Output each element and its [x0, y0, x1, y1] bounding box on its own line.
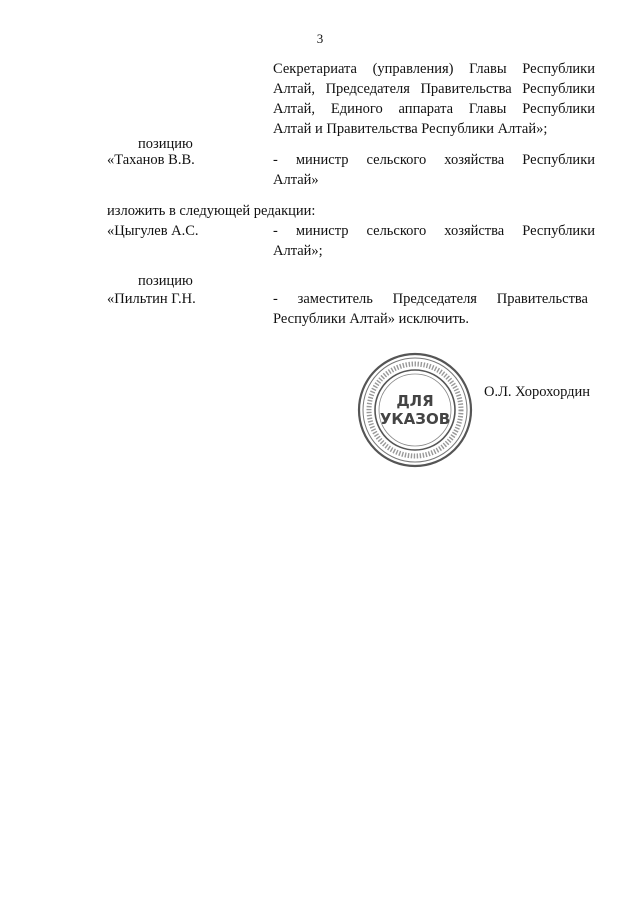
official-stamp — [356, 351, 474, 469]
person-name-2: «Цыгулев А.С. — [107, 223, 199, 239]
position-desc-2a: - министр сельского хозяйства Республики — [273, 223, 595, 239]
position-desc-2b: Алтай»; — [273, 243, 323, 259]
instruction-label: изложить в следующей редакции: — [107, 203, 316, 219]
person-name-3: «Пильтин Г.Н. — [107, 291, 196, 307]
continuation-line-3: Алтай, Единого аппарата Главы Республики — [273, 101, 595, 117]
stamp-text-1: ДЛЯ — [396, 392, 434, 410]
position-desc-3b: Республики Алтай» исключить. — [273, 311, 470, 327]
person-name-1: «Таханов В.В. — [107, 152, 195, 168]
position-desc-1a: - министр сельского хозяйства Республики — [273, 152, 595, 168]
continuation-line-4: Алтай и Правительства Республики Алтай»; — [273, 121, 548, 137]
page-number: 3 — [316, 31, 324, 46]
position-label-1: позицию — [138, 136, 193, 152]
continuation-line-2: Алтай, Председателя Правительства Республики — [273, 81, 595, 97]
position-desc-3a: - заместитель Председателя Правительства — [273, 291, 588, 307]
signature-name: О.Л. Хорохордин — [484, 384, 591, 400]
position-desc-1b: Алтай» — [273, 172, 319, 188]
continuation-line-1: Секретариата (управления) Главы Республики — [273, 61, 595, 77]
position-label-3: позицию — [138, 273, 193, 289]
stamp-text-2: УКАЗОВ — [379, 410, 451, 428]
